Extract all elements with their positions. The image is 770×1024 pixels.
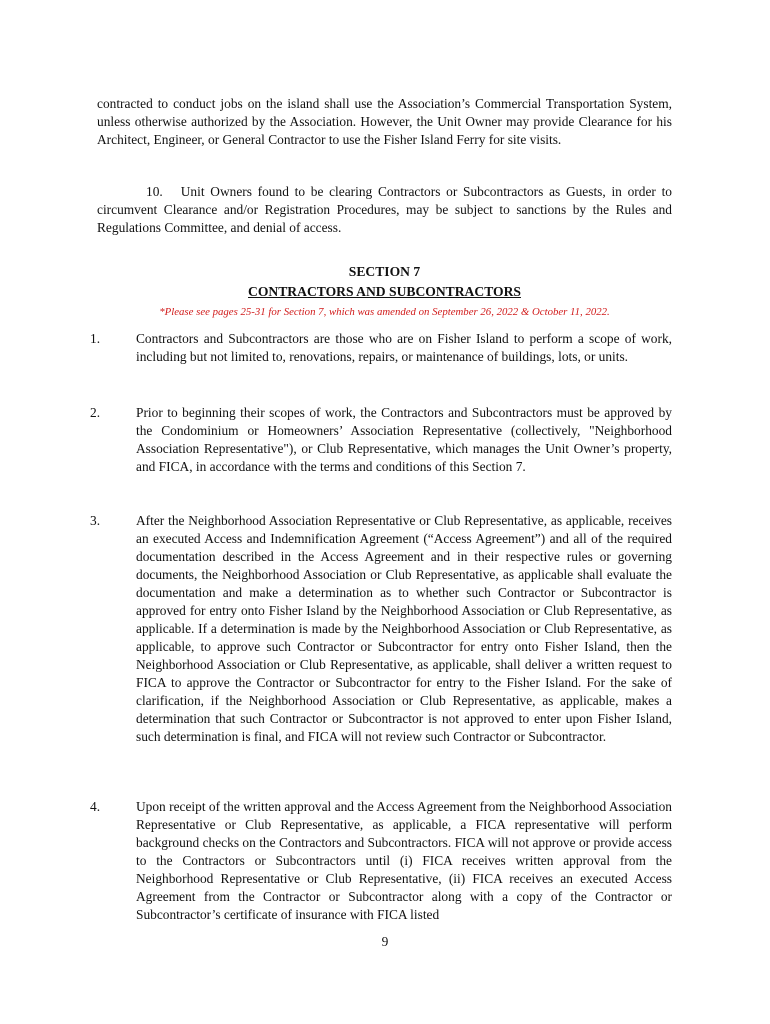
section-heading: SECTION 7: [348, 264, 421, 279]
section-title: CONTRACTORS AND SUBCONTRACTORS: [248, 284, 521, 299]
intro-paragraph: contracted to conduct jobs on the island shall use the Association’s Commercial Transportation System, unless otherwise authorized by the Association. However, the Unit Owner may provide Clearance for his Architect, Engineer, or General Contractor to use the Fisher Island Ferry for site visits.: [97, 96, 672, 147]
item-text: Upon receipt of the written approval and the Access Agreement from the Neighborhood Association Representative or Club Representative, as applicable, a FICA representative will perform background checks on the Contractors and Subcontractors. FICA will not approve or provide access to the Contractors or Subcontractors until (i) FICA receives written approval from the Neighborhood Representative or Club Representative, (ii) FICA receives an executed Access Agreement from the Contractor or Subcontractor along with a copy of the Contractor or Subcontractor’s certificate of insurance with FICA listed: [136, 799, 672, 922]
item-10-text: Unit Owners found to be clearing Contractors or Subcontractors as Guests, in order to circumvent Clearance and/or Registration Procedures, may be subject to sanctions by the Rules and Regulations Committee, and denial of access.: [97, 184, 672, 235]
item-10-paragraph: [97, 183, 672, 237]
item-text: Contractors and Subcontractors are those who are on Fisher Island to perform a scope of work, including but not limited to, renovations, repairs, or maintenance of buildings, lots, or units.: [136, 331, 672, 364]
item-number: 1.: [90, 331, 101, 346]
item-number: 2.: [90, 405, 101, 420]
item-10-number: 10.: [146, 184, 163, 199]
item-number: 4.: [90, 799, 101, 814]
item-text: After the Neighborhood Association Representative or Club Representative, as applicable, receives an executed Access and Indemnification Agreement (“Access Agreement”) and all of the required documentation described in the Access Agreement and in their respective rules or governing documents, the Neighborhood Association or Club Representative, as applicable shall evaluate the documentation and make a determination as to whether such Contractor or Subcontractor is approved for entry onto Fisher Island by the Neighborhood Association or Club Representative, as applicable. If a determination is made by the Neighborhood Association or Club Representative, as applicable, to approve such Contractor or Subcontractor for entry onto Fisher Island, then the Neighborhood Association or Club Representative, as applicable, shall deliver a written request to FICA to approve the Contractor or Subcontractor for entry to the Fisher Island. For the sake of clarification, if the Neighborhood Association or Club Representative, as applicable, makes a determination that such Contractor or Subcontractor is not approved to enter upon Fisher Island, such determination is final, and FICA will not review such Contractor or Subcontractor.: [136, 513, 672, 744]
item-number: 3.: [90, 513, 101, 528]
amendment-note: *Please see pages 25-31 for Section 7, which was amended on September 26, 2022 & October 11, 2022.: [159, 306, 610, 318]
page-number: 9: [381, 934, 389, 949]
item-text: Prior to beginning their scopes of work, the Contractors and Subcontractors must be approved by the Condominium or Homeowners’ Association Representative (collectively, "Neighborhood Association Representative"), or Club Representative, which manages the Unit Owner’s property, and FICA, in accordance with the terms and conditions of this Section 7.: [136, 405, 672, 474]
